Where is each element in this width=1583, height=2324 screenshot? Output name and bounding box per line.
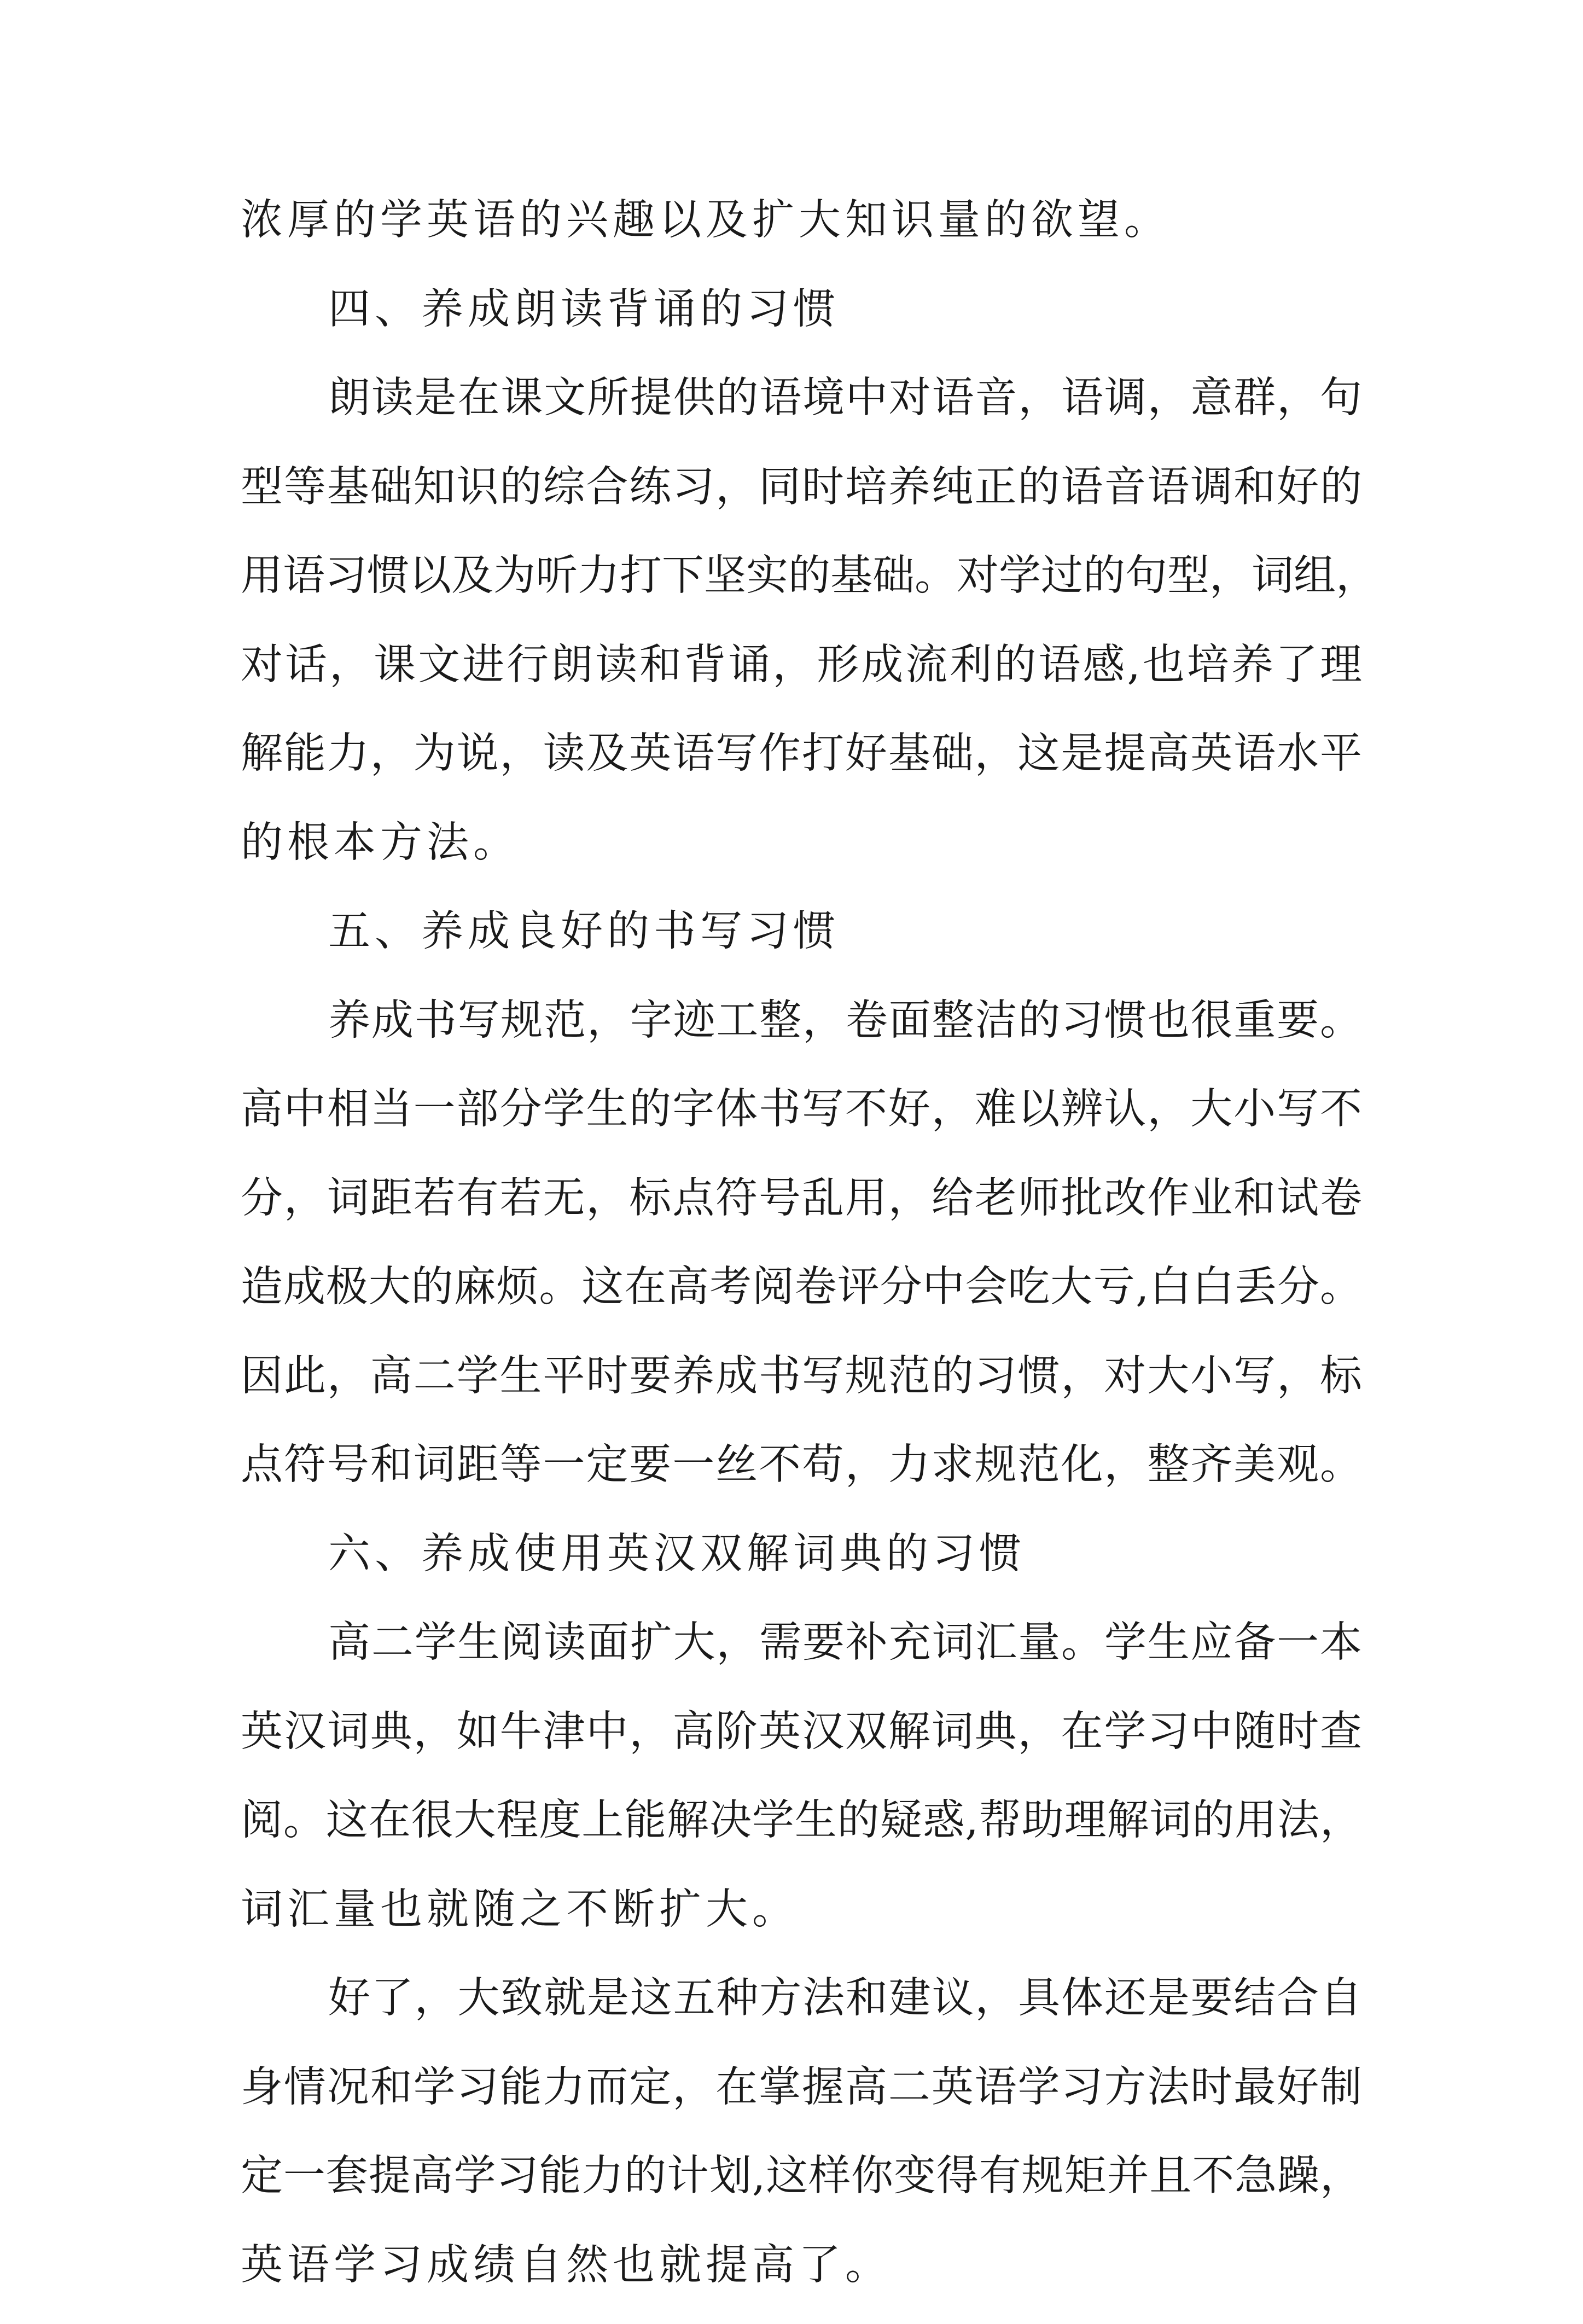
paragraph-line: 造成极大的麻烦。这在高考阅卷评分中会吃大亏,白白丢分。 — [241, 1263, 1362, 1311]
paragraph-line: 好了，大致就是这五种方法和建议，具体还是要结合自 — [328, 1974, 1362, 2023]
paragraph-line: 浓厚的学英语的兴趣以及扩大知识量的欲望。 — [241, 196, 1171, 245]
paragraph-line: 阅。这在很大程度上能解决学生的疑惑,帮助理解词的用法， — [241, 1796, 1362, 1845]
paragraph-line: 词汇量也就随之不断扩大。 — [241, 1885, 799, 1934]
paragraph-line: 定一套提高学习能力的计划,这样你变得有规矩并且不急躁， — [241, 2152, 1362, 2200]
paragraph-line: 解能力，为说，读及英语写作打好基础，这是提高英语水平 — [241, 729, 1362, 778]
document-page — [241, 190, 1378, 2324]
paragraph-line: 高中相当一部分学生的字体书写不好，难以辨认，大小写不 — [241, 1085, 1362, 1134]
paragraph-line: 型等基础知识的综合练习，同时培养纯正的语音语调和好的 — [241, 462, 1362, 512]
paragraph-line: 英汉词典，如牛津中，高阶英汉双解词典，在学习中随时查 — [241, 1707, 1362, 1756]
paragraph-line: 用语习惯以及为听力打下坚实的基础。对学过的句型，词组， — [241, 551, 1378, 600]
paragraph-line: 养成书写规范，字迹工整，卷面整洁的习惯也很重要。 — [328, 996, 1362, 1045]
paragraph-line: 高二学生阅读面扩大，需要补充词汇量。学生应备一本 — [328, 1618, 1362, 1667]
paragraph-line: 分，词距若有若无，标点符号乱用，给老师批改作业和试卷 — [241, 1173, 1362, 1223]
paragraph-line: 英语学习成绩自然也就提高了。 — [241, 2240, 892, 2290]
section-heading: 五、养成良好的书写习惯 — [328, 907, 840, 956]
paragraph-line: 对话，课文进行朗读和背诵，形成流利的语感,也培养了理 — [241, 640, 1362, 689]
section-heading: 四、养成朗读背诵的习惯 — [328, 284, 840, 334]
paragraph-line: 的根本方法。 — [241, 818, 520, 867]
paragraph-line: 朗读是在课文所提供的语境中对语音，语调，意群，句 — [328, 374, 1362, 422]
paragraph-line: 因此，高二学生平时要养成书写规范的习惯，对大小写，标 — [241, 1351, 1362, 1401]
section-heading: 六、养成使用英汉双解词典的习惯 — [328, 1529, 1026, 1578]
paragraph-line: 点符号和词距等一定要一丝不苟，力求规范化，整齐美观。 — [241, 1440, 1362, 1489]
paragraph-line: 身情况和学习能力而定，在掌握高二英语学习方法时最好制 — [241, 2062, 1362, 2112]
